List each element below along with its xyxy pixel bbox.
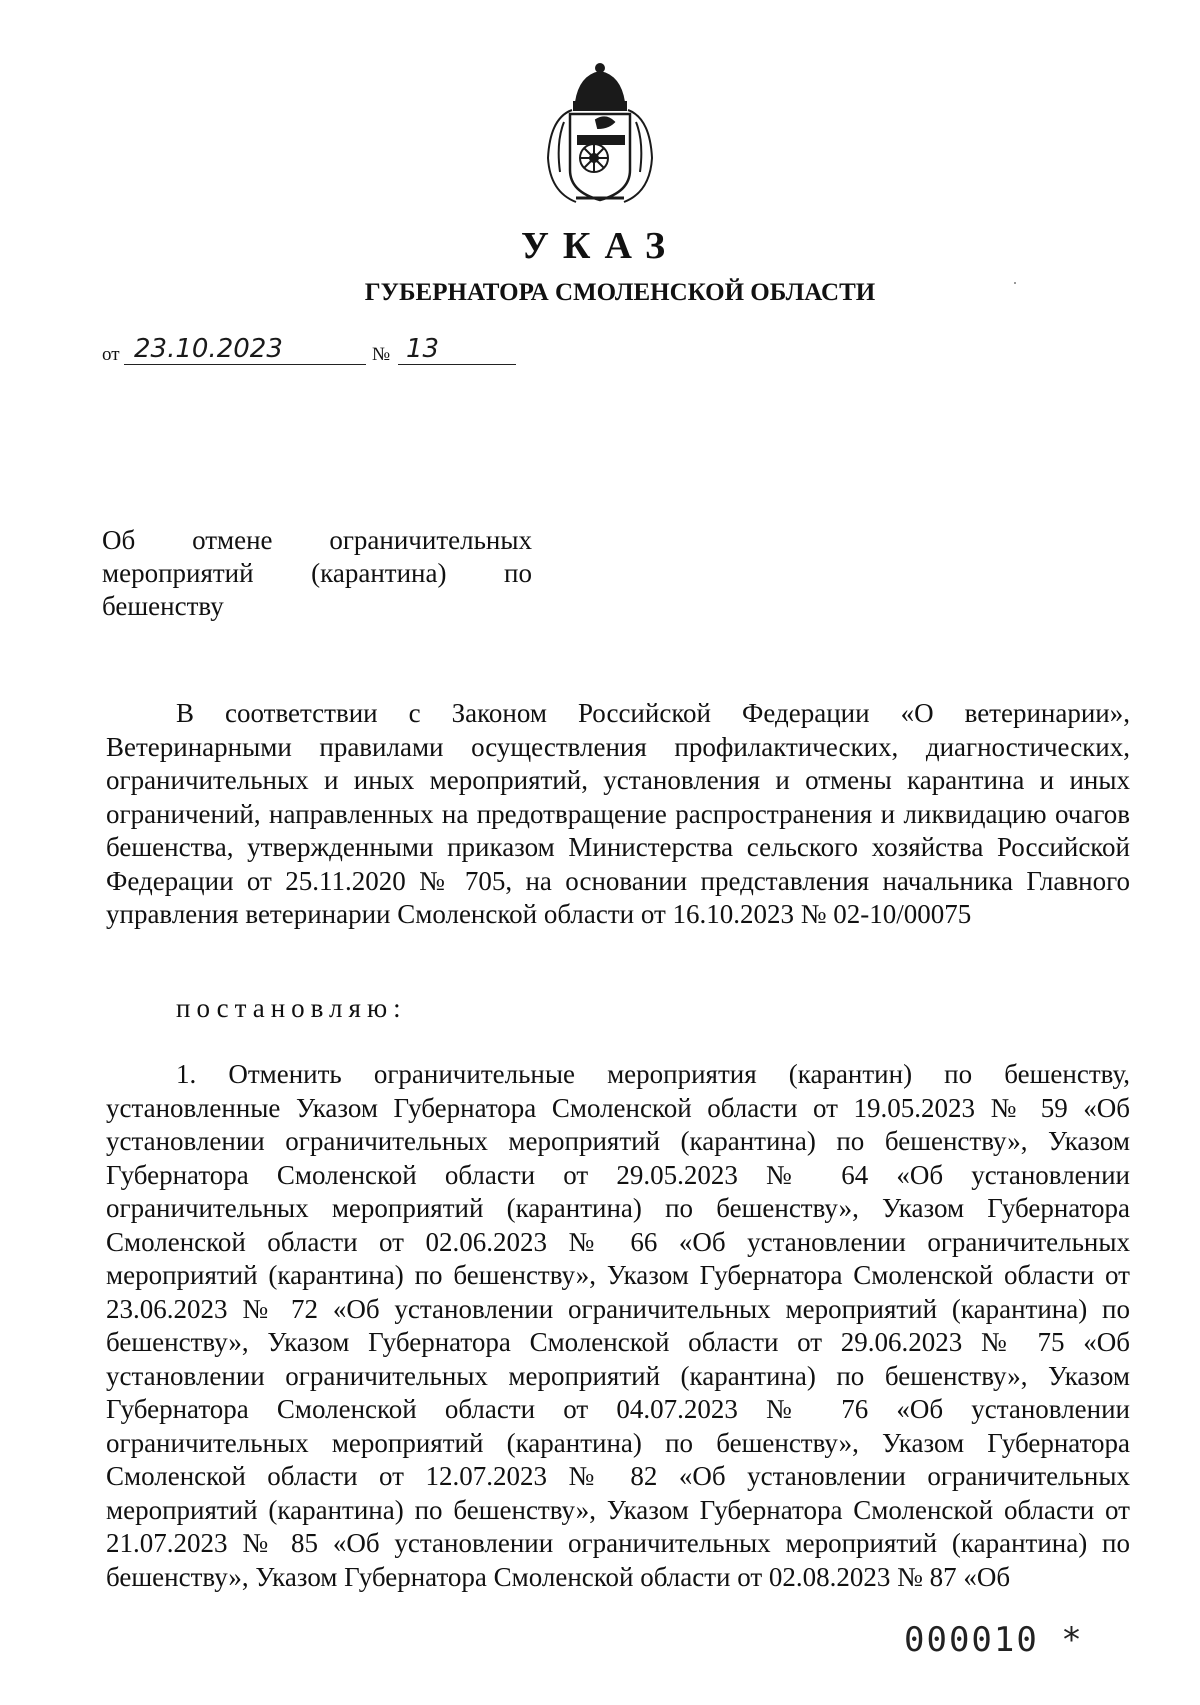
page-code: 000010 * [904,1620,1084,1660]
document-subject [102,524,532,623]
document-subtitle: ГУБЕРНАТОРА СМОЛЕНСКОЙ ОБЛАСТИ [364,279,876,306]
document-title: УКАЗ [521,225,679,267]
item-1-paragraph: 1. Отменить ограничительные мероприятия (карантин) по бешенству, установленные Указом Губернатора Смоленской области от 19.05.2023 № 59 «Об установлении ограничительных мероприятий (карантина) по бешенству», Указом Губернатора Смоленской области от 29.05.2023 № 64 «Об установлении ограничительных мероприятий (карантина) по бешенству», Указом Губернатора Смоленской области от 02.06.2023 № 66 «Об установлении ограничительных мероприятий (карантина) по бешенству», Указом Губернатора Смоленской области от 23.06.2023 № 72 «Об установлении ограничительных мероприятий (карантина) по бешенству», Указом Губернатора Смоленской области от 29.06.2023 № 75 «Об установлении ограничительных мероприятий (карантина) по бешенству», Указом Губернатора Смоленской области от 04.07.2023 № 76 «Об установлении ограничительных мероприятий (карантина) по бешенству», Указом Губернатора Смоленской области от 12.07.2023 № 82 «Об установлении ограничительных мероприятий (карантина) по бешенству», Указом Губернатора Смоленской области от 21.07.2023 № 85 «Об установлении ограничительных мероприятий (карантина) по бешенству», Указом Губернатора Смоленской области от 02.08.2023 № 87 «Об [106,1059,1130,1592]
scan-speck [1014,282,1016,284]
preamble-paragraph: В соответствии с Законом Российской Федерации «О ветеринарии», Ветеринарными правилами осуществления профилактических, диагностических, ограничительных и иных мероприятий, установления и отмены карантина и иных ограничений, направленных на предотвращение распространения и ликвидацию очагов бешенства, утвержденными приказом Министерства сельского хозяйства Российской Федерации от 25.11.2020 № 705, на основании представления начальника Главного управления ветеринарии Смоленской области от 16.10.2023 № 02-10/00075 [106,698,1130,929]
subject-line: Об отмене ограничительных [102,525,532,555]
subject-line: мероприятий (карантина) по [102,558,532,588]
date-value: 23.10.2023 [124,334,366,365]
number-value: 13 [398,334,516,365]
decree-word: постановляю: [176,993,407,1023]
smolensk-coat-of-arms-icon [536,62,664,208]
date-from-label: от [102,344,120,365]
subject-line: бешенству [102,591,224,621]
number-label: № [372,344,391,365]
